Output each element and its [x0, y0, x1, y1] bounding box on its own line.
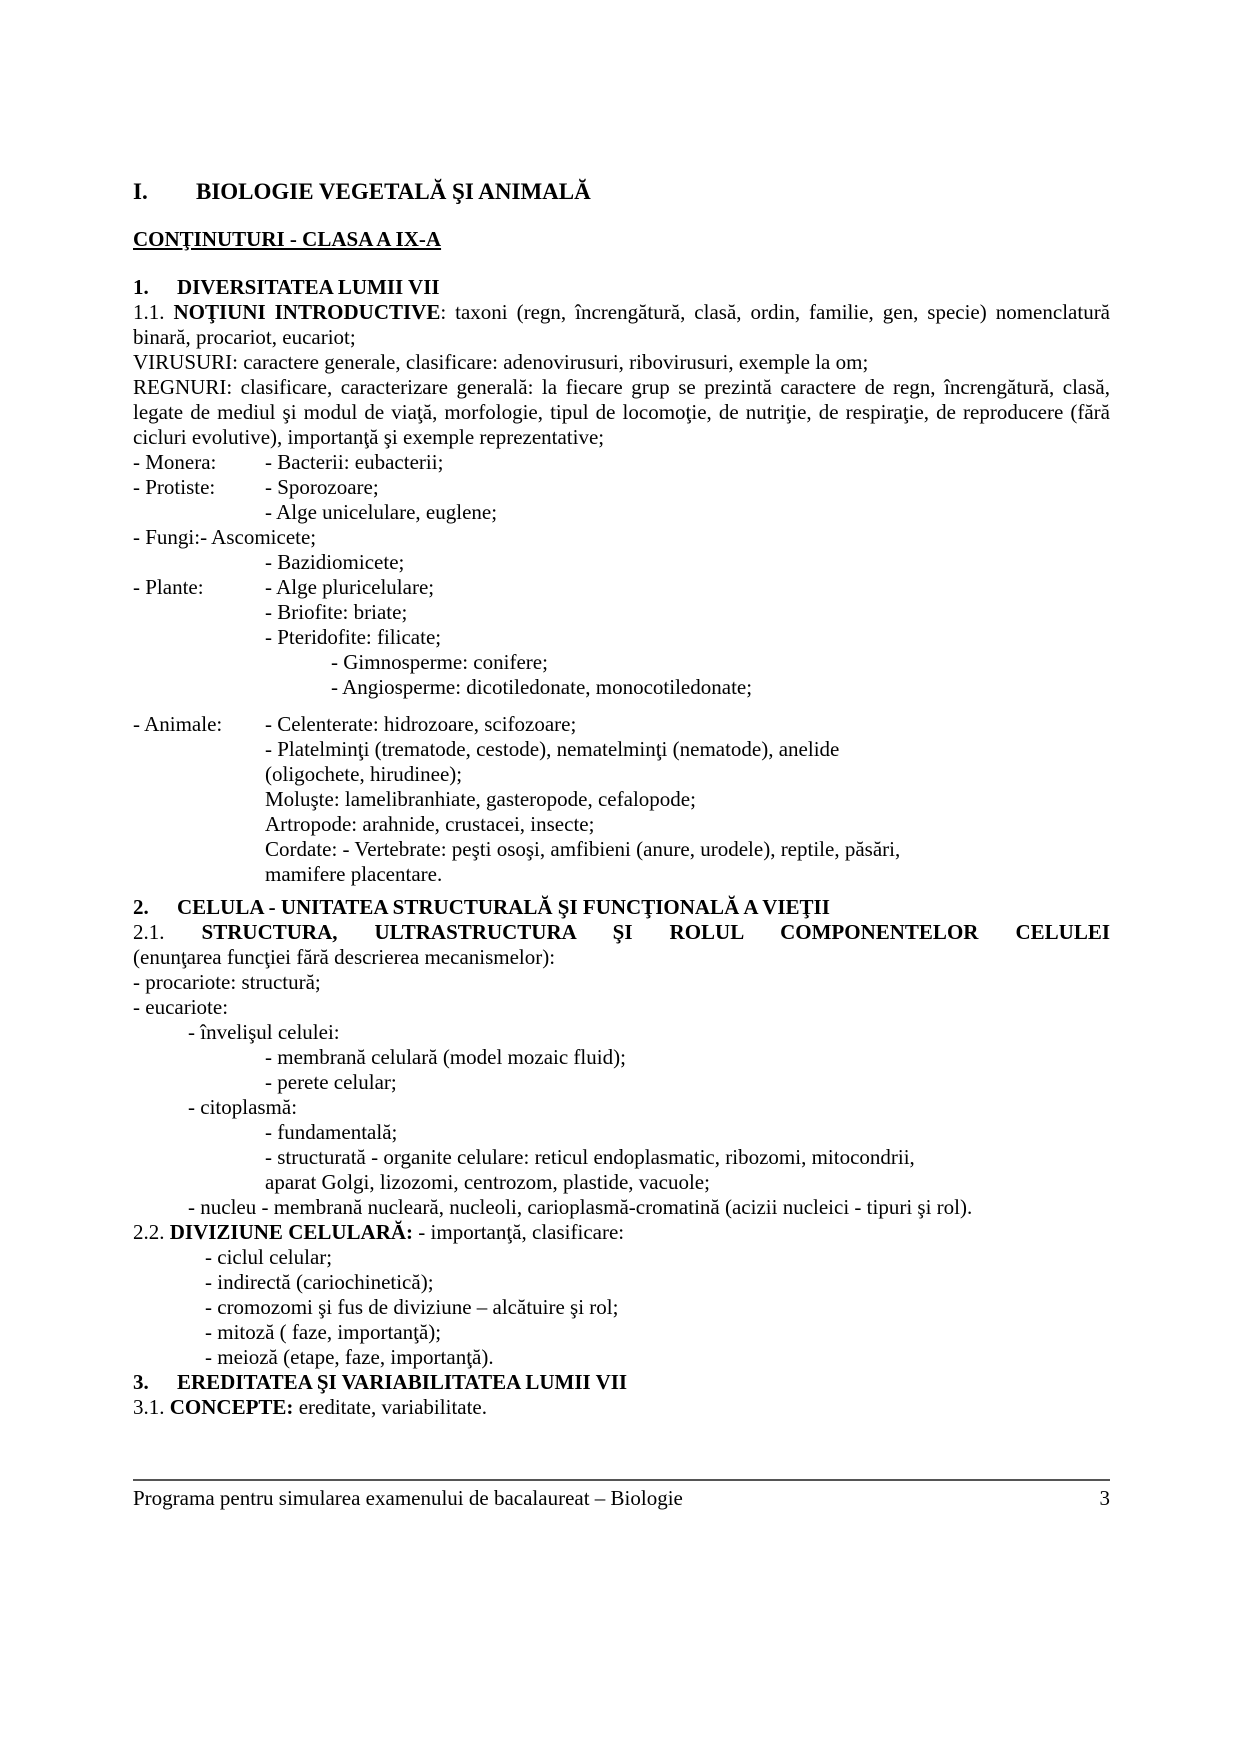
section-1-number: 1. — [133, 275, 149, 299]
section-2-heading — [133, 895, 1110, 920]
kingdom-row: - Gimnosperme: conifere; — [331, 650, 548, 674]
footer-text: Programa pentru simularea examenului de bacalaureat – Biologie — [133, 1486, 683, 1510]
kingdom-label: - Monera: — [133, 450, 217, 474]
animal-row-animale — [133, 712, 1110, 737]
section-2-title: CELULA - UNITATEA STRUCTURALĂ ŞI FUNCŢIONALĂ A VIEŢII — [177, 895, 830, 919]
animal-row: - Platelminţi (trematode, cestode), nematelminţi (nematode), anelide — [265, 737, 840, 761]
animal-text: - Celenterate: hidrozoare, scifozoare; — [265, 712, 577, 736]
page-footer-row — [133, 1481, 1110, 1511]
animal-row: mamifere placentare. — [265, 862, 443, 886]
division-item: - meioză (etape, faze, importanţă). — [205, 1345, 494, 1369]
cell-item: - eucariote: — [133, 995, 229, 1019]
paragraph-2-1-number: 2.1. — [133, 920, 165, 944]
page-content — [133, 178, 1110, 1420]
division-item: - mitoză ( faze, importanţă); — [205, 1320, 442, 1344]
kingdom-label: - Plante: — [133, 575, 204, 599]
kingdom-row: - Alge unicelulare, euglene; — [265, 500, 498, 524]
section-3-title: EREDITATEA ŞI VARIABILITATEA LUMII VII — [177, 1370, 628, 1394]
page-footer — [133, 1479, 1110, 1511]
paragraph-3-1-number: 3.1. — [133, 1395, 170, 1419]
cell-item: - nucleu - membrană nucleară, nucleoli, carioplasmă-cromatină (acizii nucleici - tipuri şi rol). — [188, 1195, 973, 1219]
paragraph-regnuri: REGNURI: clasificare, caracterizare generală: la fiecare grup se prezintă caractere de regn, încrengătură, clasă, legate de mediul şi modul de viaţă, morfologie, tipul de locomoţie, de nutriţie, de respiraţie, de reproducere (fără cicluri evolutive), importanţă şi exemple reprezentative; — [133, 375, 1110, 449]
kingdom-row-fungi: - Fungi:- Ascomicete; — [133, 525, 317, 549]
paragraph-2-2-text: - importanţă, clasificare: — [413, 1220, 625, 1244]
kingdom-row-plante — [133, 575, 1110, 600]
cell-item: - fundamentală; — [265, 1120, 398, 1144]
animal-row: Artropode: arahnide, crustacei, insecte; — [265, 812, 595, 836]
kingdom-row-protiste — [133, 475, 1110, 500]
kingdom-row-monera — [133, 450, 1110, 475]
cell-item: - citoplasmă: — [188, 1095, 298, 1119]
cell-item: - învelişul celulei: — [188, 1020, 340, 1044]
kingdom-row: - Briofite: briate; — [265, 600, 408, 624]
paragraph-1-1-number: 1.1. — [133, 300, 174, 324]
kingdom-label: - Protiste: — [133, 475, 216, 499]
paragraph-2-2-number: 2.2. — [133, 1220, 170, 1244]
kingdom-row: - Angiosperme: dicotiledonate, monocotiledonate; — [331, 675, 753, 699]
section-3-heading — [133, 1370, 1110, 1395]
kingdom-row: - Pteridofite: filicate; — [265, 625, 442, 649]
chapter-title: BIOLOGIE VEGETALĂ ŞI ANIMALĂ — [196, 179, 591, 204]
cell-item: - structurată - organite celulare: reticul endoplasmatic, ribozomi, mitocondrii, — [265, 1145, 915, 1169]
contents-heading-text: CONŢINUTURI - CLASA A IX-A — [133, 227, 442, 251]
paragraph-1-1-text: : taxoni (regn, încrengătură, clasă, ordin, familie, gen, specie) nomenclatură binară, procariot, eucariot; — [133, 300, 1111, 349]
paragraph-3-1-lead: CONCEPTE: — [169, 1395, 299, 1419]
page-number: 3 — [1099, 1486, 1110, 1510]
paragraph-2-1-headline — [133, 920, 1110, 945]
cell-item: aparat Golgi, lizozomi, centrozom, plastide, vacuole; — [265, 1170, 710, 1194]
paragraph-3-1-text: ereditate, variabilitate. — [298, 1395, 488, 1419]
cell-item: - perete celular; — [265, 1070, 397, 1094]
contents-heading — [133, 227, 1110, 252]
paragraph-2-2-lead: DIVIZIUNE CELULARĂ: — [169, 1220, 414, 1244]
paragraph-1-1-lead: NOŢIUNI INTRODUCTIVE — [173, 300, 441, 324]
paragraph-3-1 — [133, 1395, 1110, 1420]
animal-label: - Animale: — [133, 712, 223, 736]
section-1-heading — [133, 275, 1110, 300]
kingdom-text: - Alge pluricelulare; — [265, 575, 435, 599]
paragraph-2-1-lead: STRUCTURA, ULTRASTRUCTURA ŞI ROLUL COMPONENTELOR CELULEI — [201, 920, 1111, 944]
paragraph-virusuri: VIRUSURI: caractere generale, clasificare: adenovirusuri, ribovirusuri, exemple la om; — [133, 350, 869, 374]
chapter-numeral: I. — [133, 179, 148, 204]
kingdom-row: - Bazidiomicete; — [265, 550, 405, 574]
kingdom-text: - Sporozoare; — [265, 475, 379, 499]
section-2-number: 2. — [133, 895, 149, 919]
cell-item: - procariote: structură; — [133, 970, 321, 994]
section-1-title: DIVERSITATEA LUMII VII — [177, 275, 440, 299]
division-item: - indirectă (cariochinetică); — [205, 1270, 434, 1294]
paragraph-2-1-note: (enunţarea funcţiei fără descrierea mecanismelor): — [133, 945, 556, 969]
cell-item: - membrană celulară (model mozaic fluid); — [265, 1045, 626, 1069]
paragraph-2-2 — [133, 1220, 1110, 1245]
chapter-heading — [133, 178, 1110, 205]
paragraph-1-1 — [133, 300, 1110, 350]
animal-row: Moluşte: lamelibranhiate, gasteropode, cefalopode; — [265, 787, 696, 811]
division-item: - ciclul celular; — [205, 1245, 333, 1269]
animal-row: (oligochete, hirudinee); — [265, 762, 463, 786]
animal-row: Cordate: - Vertebrate: peşti osoşi, amfibieni (anure, urodele), reptile, păsări, — [265, 837, 901, 861]
division-item: - cromozomi şi fus de diviziune – alcătuire şi rol; — [205, 1295, 619, 1319]
section-3-number: 3. — [133, 1370, 149, 1394]
kingdom-text: - Bacterii: eubacterii; — [265, 450, 444, 474]
